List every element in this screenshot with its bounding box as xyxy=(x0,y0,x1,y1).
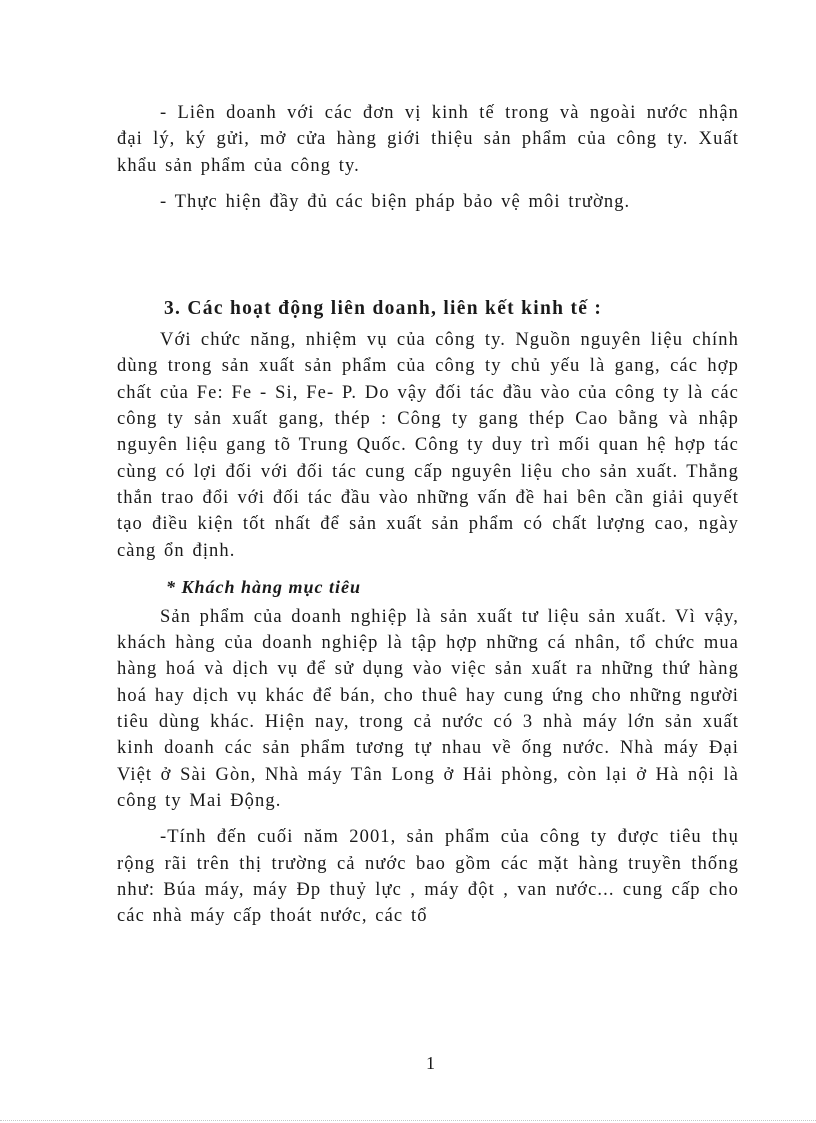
paragraph-environment: - Thực hiện đầy đủ các biện pháp bảo vệ môi trường. xyxy=(160,191,631,212)
page-number: 1 xyxy=(426,1053,436,1073)
paragraph-customers: Sản phẩm của doanh nghiệp là sản xuất tư liệu sản xuất. Vì vậy, khách hàng của doanh nghiệp là tập hợp những cá nhân, tổ chức mua hàng hoá và dịch vụ để sử dụng vào việc sản xuất ra những thứ hàng hoá hay dịch vụ khác để bán, cho thuê hay cung ứng cho những người tiêu dùng khác. Hiện nay, trong cả nước có 3 nhà máy lớn sản xuất kinh doanh các sản phẩm tương tự nhau về ống nước. Nhà máy Đại Việt ở Sài Gòn, Nhà máy Tân Long ở Hải phòng, còn lại ở Hà nội là công ty Mai Động. xyxy=(117,606,739,811)
paragraph-raw-materials: Với chức năng, nhiệm vụ của công ty. Nguồn nguyên liệu chính dùng trong sản xuất sản phẩm của công ty chủ yếu là gang, các hợp chất của Fe: Fe - Si, Fe- P. Do vậy đối tác đầu vào của công ty là các công ty sản xuất gang, thép : Công ty gang thép Cao bằng và nhập nguyên liệu gang tõ Trung Quốc. Công ty duy trì mối quan hệ hợp tác cùng có lợi đối với đối tác cung cấp nguyên liệu cho sản xuất. Thẳng thắn trao đổi với đối tác đầu vào những vấn đề hai bên cần giải quyết tạo điều kiện tốt nhất để sản xuất sản phẩm có chất lượng cao, ngày càng ổn định. xyxy=(117,330,739,561)
section-heading: 3. Các hoạt động liên doanh, liên kết kinh tế : xyxy=(164,298,603,320)
page-edge-divider xyxy=(0,1120,816,1121)
paragraph-joint-venture: - Liên doanh với các đơn vị kinh tế trong và ngoài nước nhận đại lý, ký gửi, mở cửa hàng giới thiệu sản phẩm của công ty. Xuất khẩu sản phẩm của công ty. xyxy=(117,103,739,176)
paragraph-products-2001: -Tính đến cuối năm 2001, sản phẩm của công ty được tiêu thụ rộng rãi trên thị trường cả nước bao gồm các mặt hàng truyền thống như: Búa máy, máy Đp thuỷ lực , máy đột , van nước... cung cấp cho các nhà máy cấp thoát nước, các tổ xyxy=(117,827,739,927)
subheading-target-customers: * Khách hàng mục tiêu xyxy=(166,576,362,597)
document-page xyxy=(117,100,739,929)
